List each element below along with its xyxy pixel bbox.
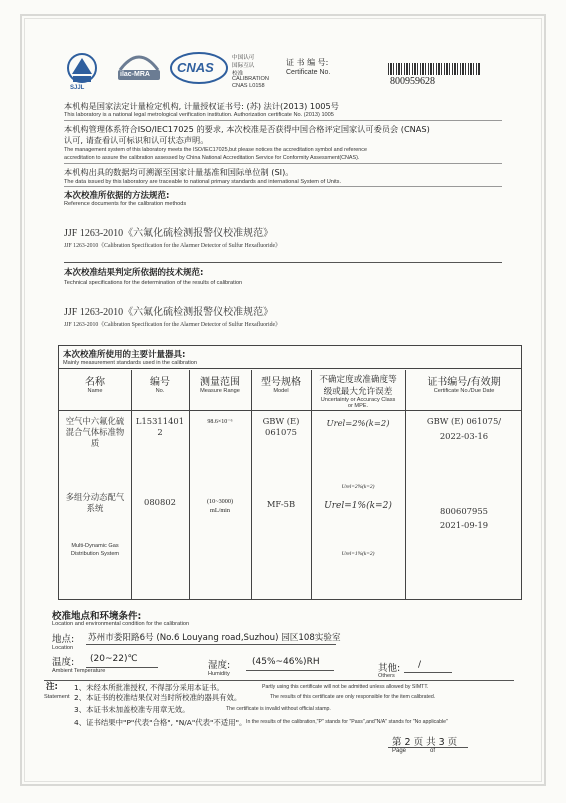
col-unc-en-1: Uncertainty or Accuracy Class — [320, 397, 396, 403]
col-header-uncertainty — [311, 373, 405, 409]
row2-uncertainty: Urel=1%(k=2) — [324, 501, 392, 511]
col-unc-en-2: or MPE. — [347, 403, 369, 409]
col-header-model — [251, 373, 311, 394]
row1-range: 98.6×10⁻⁶ — [207, 419, 233, 425]
col-range-zh: 测量范围 — [200, 377, 240, 388]
row2-unc-small-2: Urel=1%(k=2) — [341, 551, 375, 557]
traceability-en: The data issued by this laboratory are traceable to national primary standards and international System of Units. — [64, 179, 342, 185]
place-value: 苏州市娄阳路6号 (No.6 Louyang road,Suzhou) 园区108实验室 — [88, 633, 341, 643]
judgement-heading-en: Technical specifications for the determination of the results of calibration — [64, 280, 243, 286]
row2-name-en-line: Distribution System — [70, 551, 120, 557]
cnas-side-3: 校准 — [232, 71, 244, 77]
judgement-heading-zh: 本次校准结果判定所依据的技术规范: — [64, 268, 204, 278]
col-cert-en: Certificate No./Due Date — [433, 388, 495, 394]
place-label-en: Location — [52, 645, 74, 651]
note-1-en: Partly using this certificate will not be admitted unless allowed by SIMTT. — [262, 684, 429, 690]
note-4-en: In the results of the calibration,"P" stands for "Pass",and"N/A" stands for "No applicable" — [246, 719, 448, 725]
others-label-zh: 其他: — [378, 663, 401, 674]
col-cert-zh: 证书编号/有效期 — [427, 377, 501, 388]
cnas-side-4: CALIBRATION — [232, 76, 269, 82]
col-model-zh: 型号规格 — [261, 377, 301, 388]
place-underline — [86, 644, 336, 645]
table-rule — [405, 370, 406, 599]
row2-range-line: mL/min — [210, 507, 230, 514]
judgement-doc-zh: JJF 1263-2010《六氟化硫检测报警仪校准规范》 — [64, 307, 274, 318]
humidity-label-en: Humidity — [208, 671, 230, 677]
col-name-en: Name — [87, 388, 103, 394]
accreditation-en-2: accreditation to assure the calibration assessed by China National Accreditation Service for Conformity Assessment(CNAS). — [64, 155, 360, 161]
col-unc-zh-1: 不确定度或准确度等 — [319, 375, 397, 385]
methods-heading-en: Reference documents for the calibration methods — [64, 201, 187, 207]
divider — [64, 120, 502, 121]
authorization-zh: 本机构是国家法定计量检定机构, 计量授权证书号: (苏) 法计(2013) 1005号 — [64, 101, 339, 111]
sjjl-logo — [64, 52, 100, 86]
temp-label-zh: 温度: — [52, 657, 75, 668]
authorization-en: This laboratory is a national legal metrological verification institution. Authorization certificate No. (2013) 1005 — [64, 112, 334, 118]
methods-heading-zh: 本次校准所依据的方法规范: — [64, 191, 170, 201]
note-1-zh: 1、未经本所批准授权, 不得部分采用本证书。 — [74, 683, 224, 692]
col-no-zh: 编号 — [150, 377, 170, 388]
others-underline — [404, 672, 452, 673]
row1-name-line: 混合气体标准物 — [65, 427, 125, 437]
location-heading-en: Location and environmental condition for the calibration — [52, 621, 190, 627]
ilac-mra-logo — [116, 50, 162, 86]
accreditation-zh-1: 本机构管理体系符合ISO/IEC17025 的要求, 本次校准是否获得中国合格评定国家认可委员会 (CNAS) — [64, 124, 430, 134]
table-rule — [251, 370, 252, 599]
row1-name-line: 空气中六氟化硫 — [65, 416, 125, 426]
cert-no-label-en: Certificate No. — [286, 69, 331, 76]
others-label-en: Others — [378, 673, 395, 679]
instruments-heading-en: Mainly measurement standards used in the calibration — [63, 360, 198, 366]
row2-unc-small-1: Urel=2%(k=2) — [341, 484, 375, 490]
col-no-en: No. — [155, 388, 165, 394]
col-unc-zh-2: 级或最大允许误差 — [323, 387, 393, 397]
col-header-cert — [405, 373, 523, 394]
row2-name-line: 多组分动态配气 — [65, 492, 125, 502]
traceability-zh: 本机构出具的数据均可溯源至国家计量基准和国际单位制 (SI)。 — [64, 167, 294, 177]
ilac-mra-label: ilac-MRA — [120, 71, 150, 78]
temp-label-en: Ambient Temperature — [52, 668, 106, 674]
methods-doc-zh: JJF 1263-2010《六氟化硫检测报警仪校准规范》 — [64, 228, 274, 239]
row1-cert-line: 2022-03-16 — [439, 431, 489, 441]
row1-no-line: L15311401 — [135, 416, 185, 426]
row1-model-line: 061075 — [265, 427, 297, 437]
row2-name — [59, 492, 131, 514]
row2-cert — [405, 506, 523, 531]
methods-doc-en: JJF 1263-2010《Calibration Specification for the Alarmer Detector of Sulfur Hexafluoride》 — [64, 243, 281, 249]
humidity-value: (45%~46%)RH — [252, 657, 320, 667]
row1-model-line: GBW (E) — [262, 416, 300, 426]
row1-uncertainty: Urel=2%(k=2) — [326, 418, 390, 428]
note-2-en: The results of this certificate are only responsible for the item calibrated. — [270, 694, 436, 700]
judgement-doc-en: JJF 1263-2010《Calibration Specification for the Alarmer Detector of Sulfur Hexafluoride》 — [64, 322, 281, 328]
col-header-no — [131, 373, 189, 394]
instruments-heading-zh: 本次校准所使用的主要计量器具: — [63, 350, 186, 360]
col-range-en: Measure Range — [200, 388, 240, 394]
table-rule — [59, 410, 521, 411]
note-4-zh: 4、证书结果中"P"代表"合格", "N/A"代表"不适用"。 — [74, 718, 247, 727]
humidity-label-zh: 湿度: — [208, 660, 231, 671]
others-value: / — [418, 660, 422, 670]
col-header-range — [189, 373, 251, 394]
accreditation-en-1: The management system of this laboratory meets the ISO/IEC17025,but please notices the accreditation symbol and reference — [64, 147, 367, 153]
humidity-underline — [246, 670, 334, 671]
row2-cert-line: 2021-09-19 — [439, 520, 489, 530]
notes-label-zh: 注: — [46, 682, 58, 692]
col-name-zh: 名称 — [85, 377, 105, 388]
divider — [64, 163, 502, 164]
page-number-zh: 第 2 页 共 3 页 — [392, 737, 458, 748]
place-label-zh: 地点: — [52, 634, 75, 645]
col-header-name — [59, 373, 131, 394]
notes-label-en: Statement — [44, 694, 70, 700]
row1-no-line: 2 — [157, 427, 163, 437]
notes-divider — [44, 680, 514, 681]
cert-no-label-zh: 证 书 编 号: — [286, 58, 329, 67]
accreditation-zh-2: 认可, 请查看认可标识和认可状态声明。 — [64, 135, 209, 145]
col-model-en: Model — [273, 388, 289, 394]
cnas-side-1: 中国认可 — [232, 55, 255, 61]
note-2-zh: 2、本证书的校准结果仅对当时所校准的器具有效。 — [74, 693, 242, 702]
instruments-table — [58, 345, 522, 600]
note-3-zh: 3、本证书未加盖校准专用章无效。 — [74, 705, 190, 714]
cnas-logo-label: CNAS — [177, 60, 214, 75]
table-rule — [189, 370, 190, 599]
row1-cert — [405, 416, 523, 442]
row2-model: MF-5B — [266, 499, 296, 509]
row1-no — [131, 416, 189, 438]
table-rule — [131, 370, 132, 599]
row2-name-line: 系统 — [86, 503, 104, 513]
row1-cert-line: GBW (E) 061075/ — [426, 416, 502, 426]
location-heading-zh: 校准地点和环境条件: — [52, 611, 142, 622]
row2-name-en — [59, 542, 131, 558]
divider — [64, 262, 502, 263]
note-3-en: The certificate is invalid without official stamp. — [226, 706, 331, 712]
row1-name-line: 质 — [90, 438, 100, 448]
row2-cert-line: 800607955 — [440, 506, 488, 516]
table-rule — [59, 368, 521, 369]
of-label-en: of — [430, 748, 436, 754]
row1-name — [59, 416, 131, 449]
barcode — [388, 63, 480, 75]
row2-no: 080802 — [144, 497, 176, 507]
cnas-side-5: CNAS L0158 — [232, 83, 265, 89]
page-label-en: Page — [392, 748, 407, 754]
divider — [64, 186, 502, 187]
row2-name-en-line: Multi-Dynamic Gas — [71, 543, 119, 549]
row2-range — [189, 497, 251, 515]
cnas-side-2: 国际互认 — [232, 63, 255, 69]
row2-range-line: (10~3000) — [206, 498, 234, 505]
temp-value: (20~22)℃ — [90, 654, 138, 664]
sjjl-logo-label: SJJL — [70, 85, 85, 91]
row1-model — [251, 416, 311, 438]
cert-no-value: 800959628 — [390, 76, 435, 87]
